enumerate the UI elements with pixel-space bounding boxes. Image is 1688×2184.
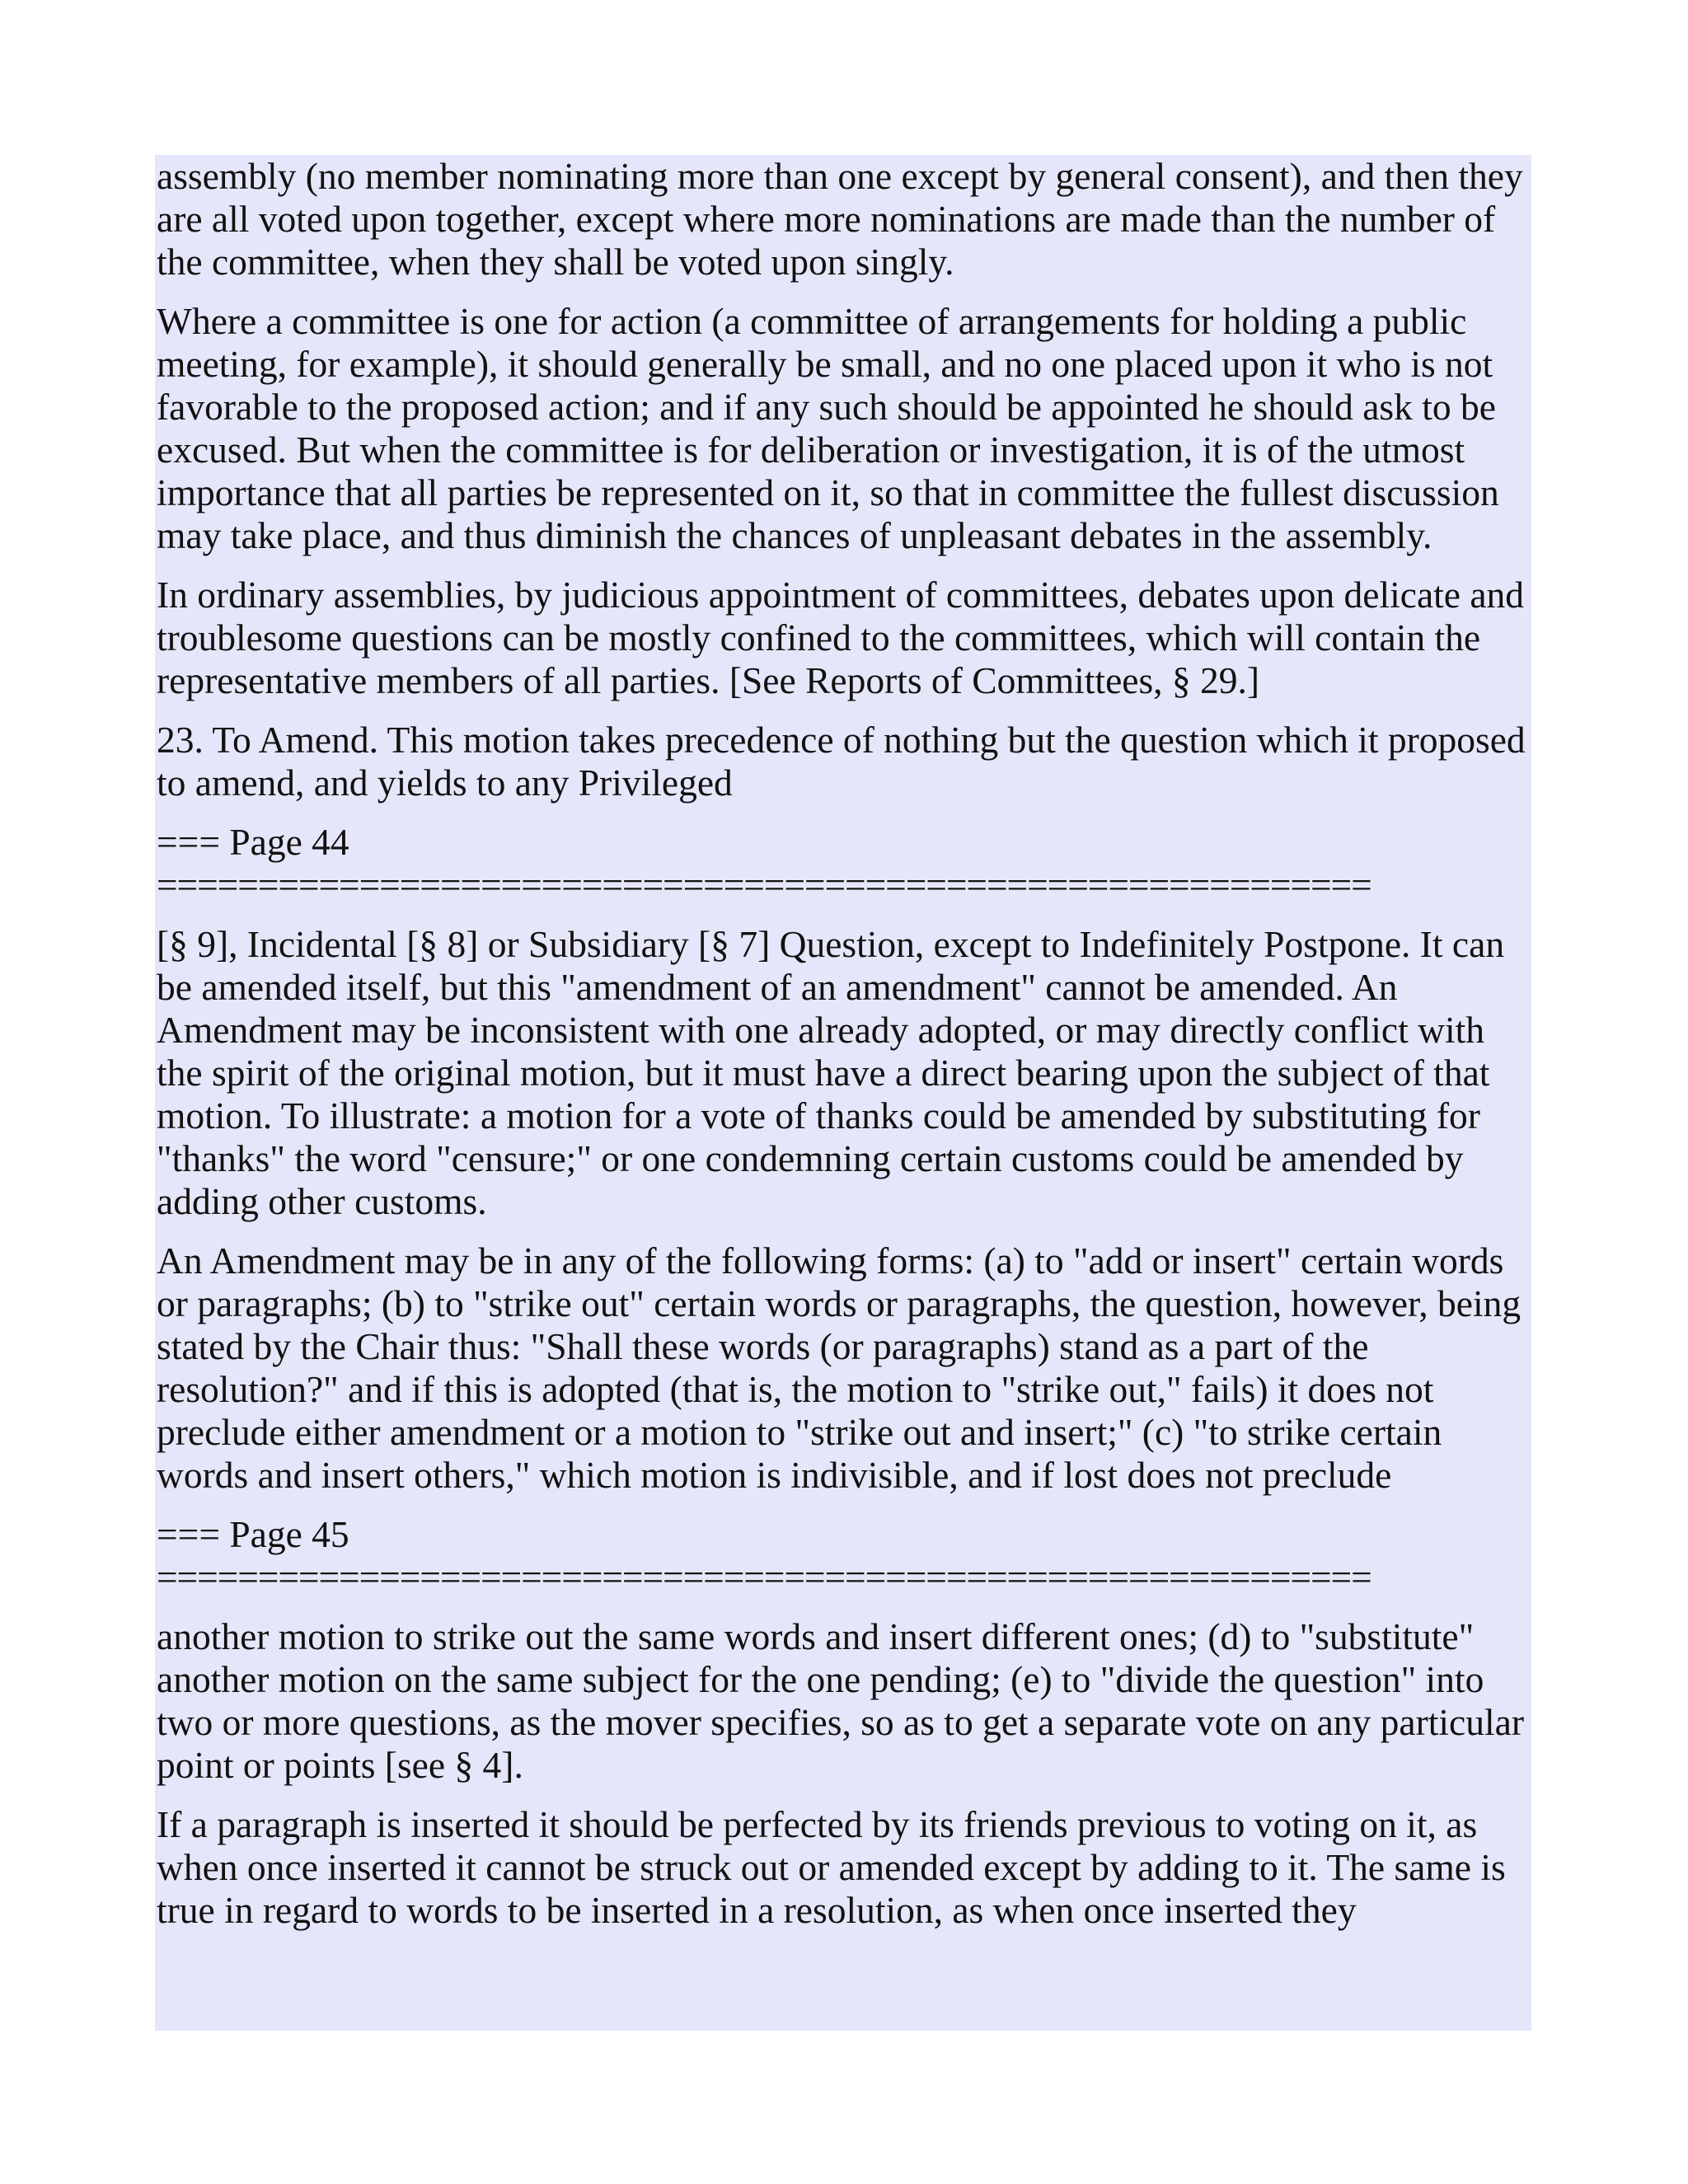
page-divider-rule: ============================================================ (157, 864, 1372, 906)
paragraph-inserted-paragraph: If a paragraph is inserted it should be perfected by its friends previous to voting on it, as when once inserted it cannot be struck out or amended except by adding to it. The same is true in regard to words to be inserted in a resolution, as when once inserted they (157, 1803, 1506, 1931)
paragraph-ordinary-assemblies: In ordinary assemblies, by judicious appointment of committees, debates upon delicate and troublesome questions can be mostly confined to the committees, which will contain the representative members of all parties. [See Reports of Committees, § 29.] (157, 574, 1525, 701)
document-page (155, 155, 1531, 2031)
paragraph-committee-nominations: assembly (no member nominating more than one except by general consent), and then they are all voted upon together, except where more nominations are made than the number of the committee, when they shall be voted upon singly. (157, 155, 1523, 283)
page-marker-label: === Page 45 (157, 1513, 349, 1555)
paragraph-amendment-forms-continued: another motion to strike out the same words and insert different ones; (d) to "substitute" another motion on the same subject for the one pending; (e) to "divide the question" into two or more questions, as the mover specifies, so as to get a separate vote on any particular point or points [see § 4]. (157, 1615, 1524, 1786)
paragraph-to-amend-heading: 23. To Amend. This motion takes precedence of nothing but the question which it proposed to amend, and yields to any Privileged (157, 719, 1526, 804)
page-marker-label: === Page 44 (157, 821, 349, 863)
page-marker-45 (157, 1513, 1530, 1599)
page-marker-44 (157, 821, 1530, 907)
page-divider-rule: ============================================================ (157, 1556, 1372, 1598)
paragraph-amendment-forms: An Amendment may be in any of the following forms: (a) to "add or insert" certain words or paragraphs; (b) to "strike out" certain words or paragraphs, the question, however, being stated by the Chair thus: "Shall these words (or paragraphs) stand as a part of the resolution?" and if this is adopted (that is, the motion to "strike out," fails) it does not preclude either amendment or a motion to "strike out and insert;" (c) "to strike certain words and insert others," which motion is indivisible, and if lost does not preclude (157, 1240, 1522, 1496)
paragraph-committee-for-action: Where a committee is one for action (a committee of arrangements for holding a public meeting, for example), it should generally be small, and no one placed upon it who is not favorable to the proposed action; and if any such should be appointed he should ask to be excused. But when the committee is for deliberation or investigation, it is of the utmost importance that all parties be represented on it, so that in committee the fullest discussion may take place, and thus diminish the chances of unpleasant debates in the assembly. (157, 300, 1499, 556)
paragraph-amendment-rules: [§ 9], Incidental [§ 8] or Subsidiary [§ 7] Question, except to Indefinitely Postpone. It can be amended itself, but this "amendment of an amendment" cannot be amended. An Amendment may be inconsistent with one already adopted, or may directly conflict with the spirit of the original motion, but it must have a direct bearing upon the subject of that motion. To illustrate: a motion for a vote of thanks could be amended by substituting for "thanks" the word "censure;" or one condemning certain customs could be amended by adding other customs. (157, 923, 1505, 1222)
